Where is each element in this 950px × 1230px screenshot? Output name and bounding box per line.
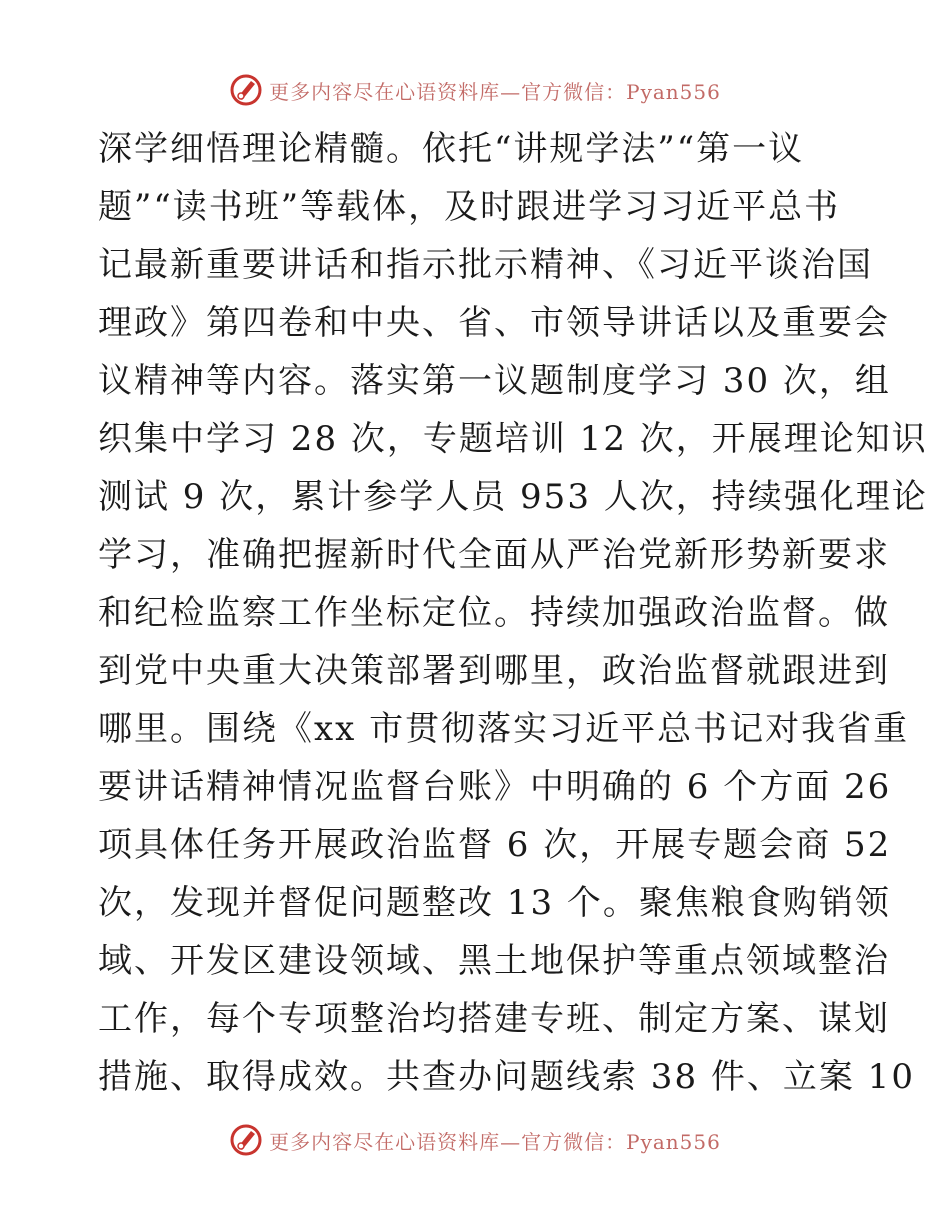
text-line: 措施、取得成效。共查办问题线索 38 件、立案 10: [98, 1057, 915, 1097]
text-line: 议精神等内容。落实第一议题制度学习 30 次，组: [98, 361, 891, 401]
text-line: 哪里。围绕《xx 市贯彻落实习近平总书记对我省重: [98, 709, 910, 749]
text-line: 到党中央重大决策部署到哪里，政治监督就跟进到: [98, 651, 890, 691]
watermark-text: 更多内容尽在心语资料库—官方微信：Pyan556: [269, 1129, 721, 1154]
text-line: 理政》第四卷和中央、省、市领导讲话以及重要会: [98, 303, 890, 343]
text-line: 测试 9 次，累计参学人员 953 人次，持续强化理论: [98, 477, 928, 517]
text-line: 记最新重要讲话和指示批示精神、《习近平谈治国: [98, 245, 873, 285]
footer-watermark: [0, 1120, 950, 1160]
text-line: 学习，准确把握新时代全面从严治党新形势新要求: [98, 535, 890, 575]
text-line: 域、开发区建设领域、黑土地保护等重点领域整治: [98, 941, 890, 981]
text-line: 项具体任务开展政治监督 6 次，开展专题会商 52: [98, 825, 892, 865]
header-watermark: [0, 70, 950, 110]
text-line: 和纪检监察工作坐标定位。持续加强政治监督。做: [98, 593, 890, 633]
body-paragraph: [98, 120, 928, 1106]
text-line: 要讲话精神情况监督台账》中明确的 6 个方面 26: [98, 767, 892, 807]
watermark-logo-icon: [229, 1123, 263, 1157]
text-line: 深学细悟理论精髓。依托“讲规学法”“第一议: [98, 129, 805, 169]
text-line: 工作，每个专项整治均搭建专班、制定方案、谋划: [98, 999, 890, 1039]
watermark-text: 更多内容尽在心语资料库—官方微信：Pyan556: [269, 79, 721, 104]
text-line: 次，发现并督促问题整改 13 个。聚焦粮食购销领: [98, 883, 891, 923]
watermark-logo-icon: [229, 73, 263, 107]
text-line: 题”“读书班”等载体，及时跟进学习习近平总书: [98, 187, 841, 227]
text-line: 织集中学习 28 次，专题培训 12 次，开展理论知识: [98, 419, 928, 459]
